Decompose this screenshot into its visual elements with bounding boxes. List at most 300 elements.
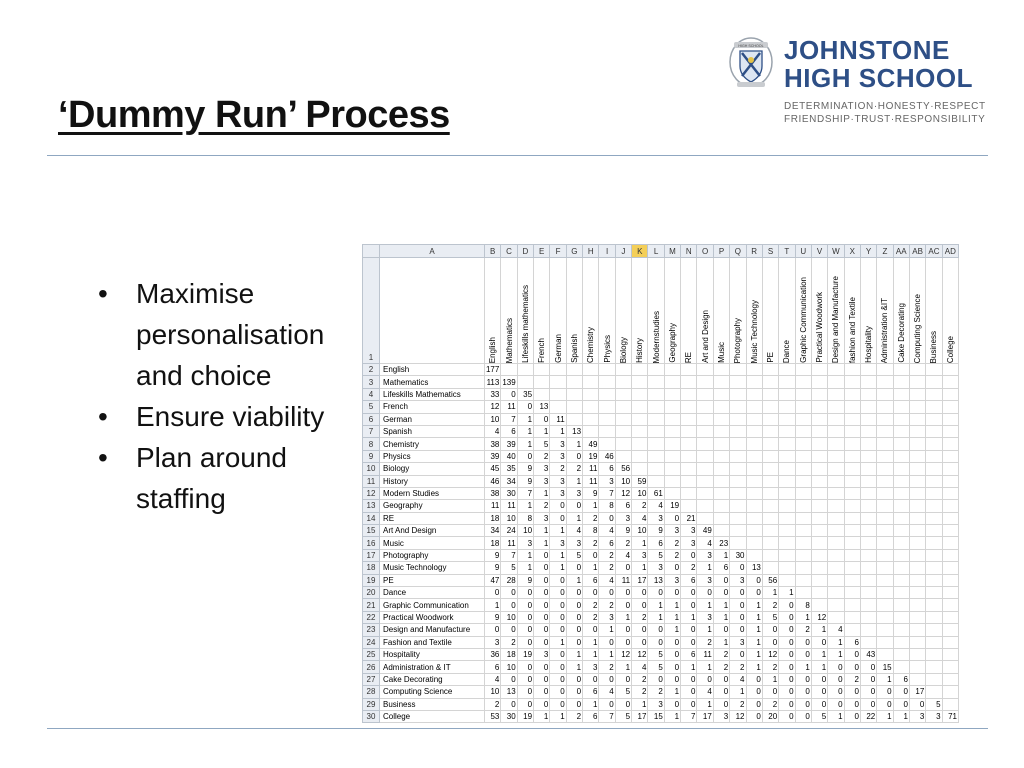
table-cell[interactable]: 0 [697, 587, 713, 599]
table-cell[interactable] [893, 574, 909, 586]
table-cell[interactable]: 40 [501, 450, 517, 462]
table-cell[interactable] [909, 364, 925, 376]
table-cell[interactable] [909, 376, 925, 388]
table-cell[interactable] [893, 648, 909, 660]
table-cell[interactable]: 10 [501, 512, 517, 524]
table-cell[interactable]: 9 [485, 562, 501, 574]
table-cell[interactable]: 0 [795, 698, 811, 710]
table-cell[interactable] [599, 438, 615, 450]
subject-column-label[interactable] [877, 258, 893, 364]
table-cell[interactable] [860, 599, 876, 611]
table-cell[interactable] [909, 636, 925, 648]
table-cell[interactable] [828, 549, 844, 561]
table-cell[interactable]: 1 [550, 562, 566, 574]
table-cell[interactable] [550, 401, 566, 413]
table-cell[interactable]: 1 [566, 574, 582, 586]
table-cell[interactable]: 1 [811, 661, 827, 673]
table-cell[interactable]: 0 [811, 698, 827, 710]
table-cell[interactable] [926, 525, 942, 537]
table-cell[interactable] [844, 401, 860, 413]
table-cell[interactable]: 0 [534, 686, 550, 698]
table-cell[interactable]: 0 [550, 648, 566, 660]
table-cell[interactable] [844, 425, 860, 437]
table-cell[interactable] [746, 388, 762, 400]
row-header[interactable]: 25 [363, 648, 380, 660]
table-cell[interactable] [942, 648, 958, 660]
table-cell[interactable] [877, 648, 893, 660]
column-header[interactable]: J [615, 245, 631, 258]
table-cell[interactable]: 2 [795, 624, 811, 636]
table-cell[interactable] [615, 388, 631, 400]
table-cell[interactable]: 9 [517, 574, 533, 586]
table-cell[interactable]: 0 [550, 512, 566, 524]
row-header[interactable]: 21 [363, 599, 380, 611]
table-cell[interactable]: 0 [860, 698, 876, 710]
table-cell[interactable]: 1 [713, 599, 729, 611]
table-cell[interactable]: 2 [485, 698, 501, 710]
table-cell[interactable] [583, 413, 599, 425]
table-cell[interactable] [746, 487, 762, 499]
table-cell[interactable] [746, 537, 762, 549]
row-header[interactable]: 2 [363, 364, 380, 376]
table-cell[interactable] [893, 587, 909, 599]
table-cell[interactable]: 0 [566, 686, 582, 698]
table-cell[interactable] [860, 364, 876, 376]
table-cell[interactable]: 2 [534, 500, 550, 512]
table-cell[interactable] [697, 388, 713, 400]
table-cell[interactable] [844, 587, 860, 599]
table-cell[interactable] [615, 438, 631, 450]
column-header[interactable]: Y [860, 245, 876, 258]
subject-row-label[interactable]: Cake Decorating [380, 673, 485, 685]
table-cell[interactable]: 1 [534, 487, 550, 499]
table-cell[interactable] [779, 463, 795, 475]
table-cell[interactable] [909, 574, 925, 586]
table-cell[interactable] [909, 611, 925, 623]
table-cell[interactable]: 5 [648, 661, 664, 673]
table-cell[interactable] [811, 500, 827, 512]
table-cell[interactable]: 3 [599, 611, 615, 623]
table-cell[interactable]: 5 [648, 648, 664, 660]
table-cell[interactable] [713, 401, 729, 413]
table-cell[interactable] [926, 574, 942, 586]
table-cell[interactable]: 0 [746, 710, 762, 722]
table-cell[interactable]: 1 [746, 599, 762, 611]
table-cell[interactable] [828, 512, 844, 524]
table-cell[interactable] [893, 364, 909, 376]
table-cell[interactable] [664, 425, 680, 437]
table-cell[interactable]: 1 [550, 525, 566, 537]
table-cell[interactable]: 1 [517, 549, 533, 561]
table-cell[interactable]: 0 [681, 599, 697, 611]
table-cell[interactable] [811, 487, 827, 499]
table-cell[interactable]: 0 [664, 661, 680, 673]
table-cell[interactable] [713, 438, 729, 450]
table-cell[interactable]: 5 [501, 562, 517, 574]
table-cell[interactable] [795, 525, 811, 537]
table-cell[interactable] [926, 500, 942, 512]
table-cell[interactable]: 0 [517, 661, 533, 673]
table-cell[interactable] [534, 388, 550, 400]
subject-row-label[interactable]: Modern Studies [380, 487, 485, 499]
column-header[interactable]: U [795, 245, 811, 258]
table-cell[interactable] [632, 450, 648, 462]
table-cell[interactable]: 30 [501, 487, 517, 499]
table-cell[interactable]: 0 [828, 661, 844, 673]
table-cell[interactable] [713, 463, 729, 475]
table-cell[interactable]: 0 [534, 624, 550, 636]
table-cell[interactable]: 34 [501, 475, 517, 487]
subject-row-label[interactable]: Chemistry [380, 438, 485, 450]
table-cell[interactable]: 0 [664, 636, 680, 648]
table-cell[interactable] [926, 475, 942, 487]
table-cell[interactable]: 36 [485, 648, 501, 660]
table-cell[interactable] [893, 401, 909, 413]
table-cell[interactable] [795, 574, 811, 586]
column-header[interactable]: Q [730, 245, 746, 258]
table-cell[interactable] [811, 463, 827, 475]
table-cell[interactable] [828, 425, 844, 437]
subject-row-label[interactable]: Mathematics [380, 376, 485, 388]
table-cell[interactable]: 4 [566, 525, 582, 537]
table-cell[interactable] [844, 450, 860, 462]
table-cell[interactable] [942, 413, 958, 425]
subject-row-label[interactable]: Art And Design [380, 525, 485, 537]
table-cell[interactable] [713, 388, 729, 400]
table-cell[interactable] [779, 549, 795, 561]
table-cell[interactable] [877, 525, 893, 537]
table-cell[interactable]: 0 [779, 710, 795, 722]
table-cell[interactable] [926, 686, 942, 698]
table-cell[interactable] [909, 500, 925, 512]
table-cell[interactable]: 0 [877, 686, 893, 698]
table-cell[interactable]: 3 [713, 710, 729, 722]
table-cell[interactable] [795, 512, 811, 524]
table-cell[interactable]: 1 [632, 562, 648, 574]
table-cell[interactable] [877, 401, 893, 413]
table-cell[interactable]: 3 [681, 537, 697, 549]
table-cell[interactable]: 0 [583, 624, 599, 636]
table-cell[interactable]: 1 [664, 599, 680, 611]
table-cell[interactable] [893, 525, 909, 537]
table-cell[interactable] [828, 376, 844, 388]
table-cell[interactable] [909, 401, 925, 413]
table-cell[interactable] [926, 599, 942, 611]
table-cell[interactable] [926, 562, 942, 574]
table-cell[interactable]: 1 [534, 425, 550, 437]
table-cell[interactable] [746, 512, 762, 524]
table-cell[interactable]: 0 [648, 624, 664, 636]
table-cell[interactable] [893, 487, 909, 499]
table-cell[interactable] [877, 537, 893, 549]
row-header[interactable]: 3 [363, 376, 380, 388]
table-cell[interactable] [648, 475, 664, 487]
table-cell[interactable]: 9 [583, 487, 599, 499]
table-cell[interactable] [762, 525, 778, 537]
table-cell[interactable] [632, 401, 648, 413]
table-cell[interactable] [534, 376, 550, 388]
table-cell[interactable] [942, 450, 958, 462]
table-cell[interactable]: 4 [730, 673, 746, 685]
table-cell[interactable]: 45 [485, 463, 501, 475]
table-cell[interactable] [501, 364, 517, 376]
table-cell[interactable]: 49 [583, 438, 599, 450]
table-cell[interactable]: 0 [550, 661, 566, 673]
table-cell[interactable]: 10 [632, 525, 648, 537]
table-cell[interactable]: 6 [681, 574, 697, 586]
table-cell[interactable] [681, 388, 697, 400]
table-cell[interactable] [893, 661, 909, 673]
table-cell[interactable] [713, 512, 729, 524]
table-cell[interactable]: 3 [648, 698, 664, 710]
table-cell[interactable] [811, 413, 827, 425]
table-cell[interactable]: 2 [615, 537, 631, 549]
table-cell[interactable] [730, 463, 746, 475]
table-cell[interactable]: 1 [746, 661, 762, 673]
table-cell[interactable]: 0 [517, 673, 533, 685]
table-cell[interactable]: 4 [599, 686, 615, 698]
table-cell[interactable] [762, 364, 778, 376]
table-cell[interactable] [762, 438, 778, 450]
table-cell[interactable]: 2 [599, 549, 615, 561]
table-cell[interactable] [648, 463, 664, 475]
table-cell[interactable] [762, 388, 778, 400]
table-cell[interactable]: 1 [681, 611, 697, 623]
table-cell[interactable] [893, 376, 909, 388]
table-cell[interactable] [828, 599, 844, 611]
table-cell[interactable]: 1 [534, 710, 550, 722]
table-cell[interactable] [926, 549, 942, 561]
table-cell[interactable] [632, 413, 648, 425]
table-cell[interactable] [380, 258, 485, 364]
table-cell[interactable]: 7 [599, 487, 615, 499]
table-cell[interactable]: 1 [811, 624, 827, 636]
table-cell[interactable] [811, 549, 827, 561]
table-cell[interactable]: 0 [746, 574, 762, 586]
table-cell[interactable]: 1 [730, 686, 746, 698]
table-cell[interactable] [795, 425, 811, 437]
table-cell[interactable]: 4 [828, 624, 844, 636]
row-header[interactable]: 22 [363, 611, 380, 623]
table-cell[interactable]: 0 [779, 661, 795, 673]
table-cell[interactable] [762, 450, 778, 462]
table-cell[interactable] [779, 438, 795, 450]
subject-row-label[interactable]: Practical Woodwork [380, 611, 485, 623]
table-cell[interactable] [730, 487, 746, 499]
table-cell[interactable]: 6 [599, 463, 615, 475]
table-cell[interactable] [697, 450, 713, 462]
table-cell[interactable] [615, 450, 631, 462]
subject-column-label[interactable] [550, 258, 566, 364]
table-cell[interactable]: 0 [844, 661, 860, 673]
table-cell[interactable]: 19 [517, 710, 533, 722]
table-cell[interactable] [909, 549, 925, 561]
row-header[interactable]: 17 [363, 549, 380, 561]
row-header[interactable]: 7 [363, 425, 380, 437]
table-cell[interactable] [779, 388, 795, 400]
table-cell[interactable]: 2 [583, 599, 599, 611]
row-header[interactable]: 27 [363, 673, 380, 685]
table-cell[interactable]: 0 [681, 673, 697, 685]
table-cell[interactable]: 1 [550, 710, 566, 722]
table-cell[interactable] [877, 364, 893, 376]
table-cell[interactable] [811, 450, 827, 462]
table-cell[interactable] [730, 425, 746, 437]
table-cell[interactable]: 7 [501, 413, 517, 425]
table-cell[interactable]: 9 [648, 525, 664, 537]
table-cell[interactable]: 1 [697, 661, 713, 673]
table-cell[interactable]: 0 [550, 624, 566, 636]
subject-row-label[interactable]: PE [380, 574, 485, 586]
table-cell[interactable]: 139 [502, 377, 516, 387]
subject-column-label[interactable] [828, 258, 844, 364]
table-cell[interactable]: 0 [828, 698, 844, 710]
table-cell[interactable] [762, 463, 778, 475]
table-cell[interactable]: 17 [909, 686, 925, 698]
table-cell[interactable] [615, 376, 631, 388]
table-cell[interactable]: 0 [795, 710, 811, 722]
table-cell[interactable]: 0 [534, 636, 550, 648]
table-cell[interactable] [664, 401, 680, 413]
table-cell[interactable] [779, 450, 795, 462]
table-cell[interactable] [730, 376, 746, 388]
table-cell[interactable] [860, 425, 876, 437]
table-cell[interactable] [795, 364, 811, 376]
table-cell[interactable]: 0 [828, 673, 844, 685]
table-cell[interactable]: 0 [599, 698, 615, 710]
table-cell[interactable] [942, 611, 958, 623]
table-cell[interactable]: 1 [697, 562, 713, 574]
table-cell[interactable] [926, 661, 942, 673]
table-cell[interactable]: 2 [583, 537, 599, 549]
table-cell[interactable] [779, 537, 795, 549]
table-cell[interactable] [566, 388, 582, 400]
table-cell[interactable]: 1 [599, 624, 615, 636]
table-cell[interactable]: 8 [517, 512, 533, 524]
table-cell[interactable] [860, 525, 876, 537]
table-cell[interactable]: 19 [517, 648, 533, 660]
table-cell[interactable] [583, 376, 599, 388]
table-cell[interactable] [909, 537, 925, 549]
subject-column-label[interactable] [926, 258, 942, 364]
table-cell[interactable] [664, 376, 680, 388]
table-cell[interactable]: 0 [517, 401, 533, 413]
table-cell[interactable]: 1 [550, 425, 566, 437]
table-cell[interactable] [844, 388, 860, 400]
table-cell[interactable]: 11 [501, 537, 517, 549]
table-cell[interactable] [811, 475, 827, 487]
table-cell[interactable] [762, 500, 778, 512]
table-cell[interactable]: 1 [583, 648, 599, 660]
table-cell[interactable]: 11 [501, 401, 517, 413]
table-cell[interactable] [828, 525, 844, 537]
table-cell[interactable]: 0 [566, 611, 582, 623]
subject-row-label[interactable]: College [380, 710, 485, 722]
table-cell[interactable] [795, 463, 811, 475]
table-cell[interactable] [926, 413, 942, 425]
table-cell[interactable] [926, 624, 942, 636]
table-cell[interactable]: 0 [599, 673, 615, 685]
table-cell[interactable] [877, 636, 893, 648]
table-cell[interactable]: 1 [550, 636, 566, 648]
table-cell[interactable]: 30 [730, 549, 746, 561]
table-cell[interactable] [697, 425, 713, 437]
table-cell[interactable]: 0 [485, 587, 501, 599]
table-cell[interactable] [860, 624, 876, 636]
table-cell[interactable]: 3 [550, 438, 566, 450]
table-cell[interactable]: 0 [566, 636, 582, 648]
table-cell[interactable] [877, 562, 893, 574]
table-cell[interactable]: 2 [501, 636, 517, 648]
table-cell[interactable]: 10 [615, 475, 631, 487]
table-cell[interactable]: 21 [681, 512, 697, 524]
table-cell[interactable]: 1 [828, 648, 844, 660]
table-cell[interactable] [909, 475, 925, 487]
column-header[interactable]: G [566, 245, 582, 258]
table-cell[interactable]: 0 [909, 698, 925, 710]
table-cell[interactable] [844, 525, 860, 537]
table-cell[interactable] [746, 549, 762, 561]
table-cell[interactable] [746, 475, 762, 487]
table-cell[interactable] [583, 388, 599, 400]
table-cell[interactable] [926, 537, 942, 549]
table-cell[interactable] [926, 587, 942, 599]
table-cell[interactable]: 0 [517, 450, 533, 462]
table-cell[interactable] [664, 388, 680, 400]
table-cell[interactable] [730, 525, 746, 537]
table-cell[interactable] [942, 364, 958, 376]
table-cell[interactable]: 53 [485, 710, 501, 722]
table-cell[interactable] [877, 487, 893, 499]
table-cell[interactable]: 1 [534, 537, 550, 549]
column-header[interactable]: I [599, 245, 615, 258]
row-header[interactable]: 5 [363, 401, 380, 413]
table-cell[interactable]: 6 [648, 537, 664, 549]
table-cell[interactable] [746, 463, 762, 475]
table-cell[interactable]: 6 [844, 636, 860, 648]
table-cell[interactable]: 0 [648, 673, 664, 685]
table-cell[interactable]: 30 [501, 710, 517, 722]
table-cell[interactable] [860, 587, 876, 599]
table-cell[interactable] [762, 425, 778, 437]
table-cell[interactable] [909, 487, 925, 499]
table-cell[interactable] [942, 425, 958, 437]
table-cell[interactable] [877, 413, 893, 425]
table-cell[interactable]: 3 [648, 562, 664, 574]
table-cell[interactable]: 0 [550, 587, 566, 599]
table-cell[interactable]: 1 [517, 500, 533, 512]
subject-column-label[interactable] [811, 258, 827, 364]
table-cell[interactable]: 2 [534, 450, 550, 462]
column-header[interactable]: A [380, 245, 485, 258]
table-cell[interactable]: 6 [599, 537, 615, 549]
table-cell[interactable]: 0 [844, 648, 860, 660]
table-cell[interactable]: 1 [713, 549, 729, 561]
table-cell[interactable]: 5 [762, 611, 778, 623]
table-cell[interactable] [811, 525, 827, 537]
table-cell[interactable]: 0 [713, 686, 729, 698]
table-cell[interactable]: 3 [485, 636, 501, 648]
table-cell[interactable] [877, 574, 893, 586]
table-cell[interactable]: 9 [615, 525, 631, 537]
table-cell[interactable]: 3 [909, 710, 925, 722]
table-cell[interactable]: 17 [697, 710, 713, 722]
table-cell[interactable]: 8 [583, 525, 599, 537]
table-cell[interactable]: 0 [811, 686, 827, 698]
table-cell[interactable]: 1 [795, 611, 811, 623]
table-cell[interactable] [828, 487, 844, 499]
table-cell[interactable]: 1 [648, 599, 664, 611]
